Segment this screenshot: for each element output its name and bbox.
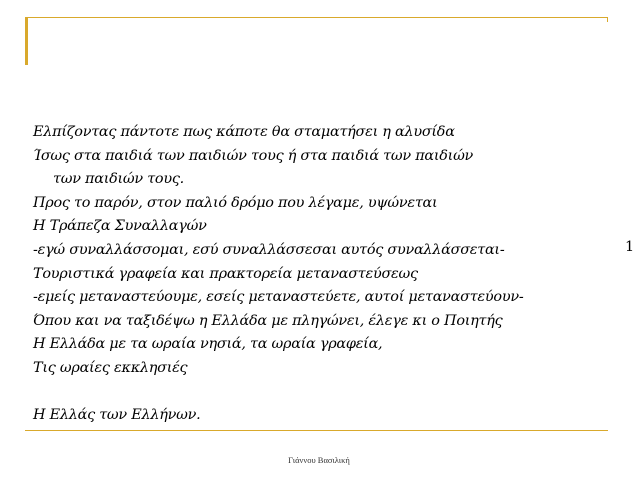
poem-line: Τουριστικά γραφεία και πρακτορεία μεταναστεύσεως xyxy=(33,265,418,282)
top-rule xyxy=(25,17,608,18)
poem-line: -εμείς μεταναστεύουμε, εσείς μεταναστεύετε, αυτοί μεταναστεύουν- xyxy=(33,289,524,306)
poem-line: Η Ελλάς των Ελλήνων. xyxy=(33,407,201,424)
bottom-rule xyxy=(25,430,608,431)
footer-author: Γιάννου Βασιλική xyxy=(288,455,350,465)
poem-line: Η Τράπεζα Συναλλαγών xyxy=(33,218,207,235)
poem-line: Ίσως στα παιδιά των παιδιών τους ή στα παιδιά των παιδιών xyxy=(33,147,474,164)
poem-line: Ελπίζοντας πάντοτε πως κάποτε θα σταματήσει η αλυσίδα xyxy=(33,124,455,140)
left-accent-bar xyxy=(25,17,28,65)
line-number: 1 xyxy=(625,239,635,255)
poem-line: Όπου και να ταξιδέψω η Ελλάδα με πληγώνει, έλεγε κι ο Ποιητής xyxy=(33,312,503,329)
poem-text xyxy=(33,121,623,428)
stanza-gap xyxy=(33,381,623,405)
poem-line: Η Ελλάδα με τα ωραία νησιά, τα ωραία γραφεία, xyxy=(33,336,383,353)
poem-line: Τις ωραίες εκκλησιές xyxy=(33,359,188,376)
poem-line: -εγώ συναλλάσσομαι, εσύ συναλλάσσεσαι αυτός συναλλάσσεται- xyxy=(33,241,505,258)
right-rule-tick xyxy=(607,17,608,22)
poem-line: Προς το παρόν, στον παλιό δρόμο που λέγαμε, υψώνεται xyxy=(33,194,438,211)
poem-line: των παιδιών τους. xyxy=(53,171,184,188)
